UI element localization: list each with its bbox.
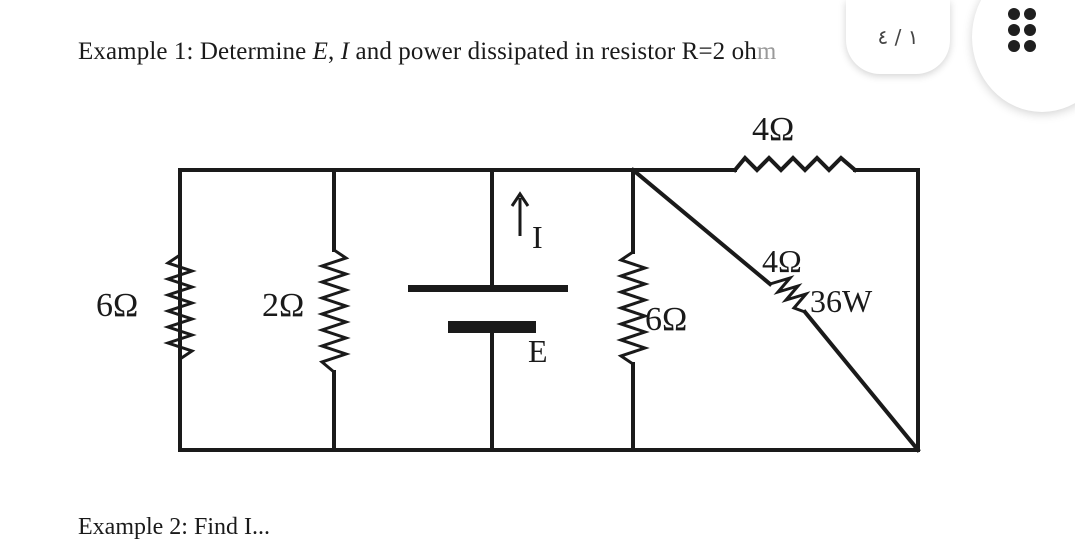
label-r-left: 6Ω — [96, 287, 139, 324]
resistor-2ohm — [322, 250, 346, 372]
label-r-diagonal: 4Ω — [762, 243, 802, 279]
page-indicator-text: ١ / ٤ — [877, 25, 919, 49]
resistor-top-4ohm — [735, 158, 855, 170]
title-prefix: Example 1: Determine — [78, 38, 313, 65]
title-E: E — [312, 38, 329, 65]
battery-short-plate — [448, 321, 536, 333]
next-question-cut: Example 2: Find I... — [78, 514, 270, 540]
title-middle: and power dissipated in resistor R=2 oh — [349, 38, 757, 65]
label-source: E — [528, 333, 548, 369]
resistor-middle-6ohm — [621, 252, 645, 364]
title-I: I — [340, 38, 350, 65]
title-sep: , — [328, 38, 341, 65]
title-tail: m — [756, 38, 777, 65]
label-current: I — [532, 219, 543, 255]
battery-long-plate — [408, 285, 568, 292]
label-r-top: 4Ω — [752, 111, 795, 148]
diagonal-upper — [633, 170, 770, 284]
label-power: 36W — [810, 283, 873, 319]
diagonal-lower — [805, 312, 918, 450]
current-arrow-icon — [512, 194, 528, 236]
resistor-diagonal-4ohm — [770, 278, 806, 312]
label-r-middle: 6Ω — [645, 301, 688, 338]
label-r-2ohm: 2Ω — [262, 287, 305, 324]
